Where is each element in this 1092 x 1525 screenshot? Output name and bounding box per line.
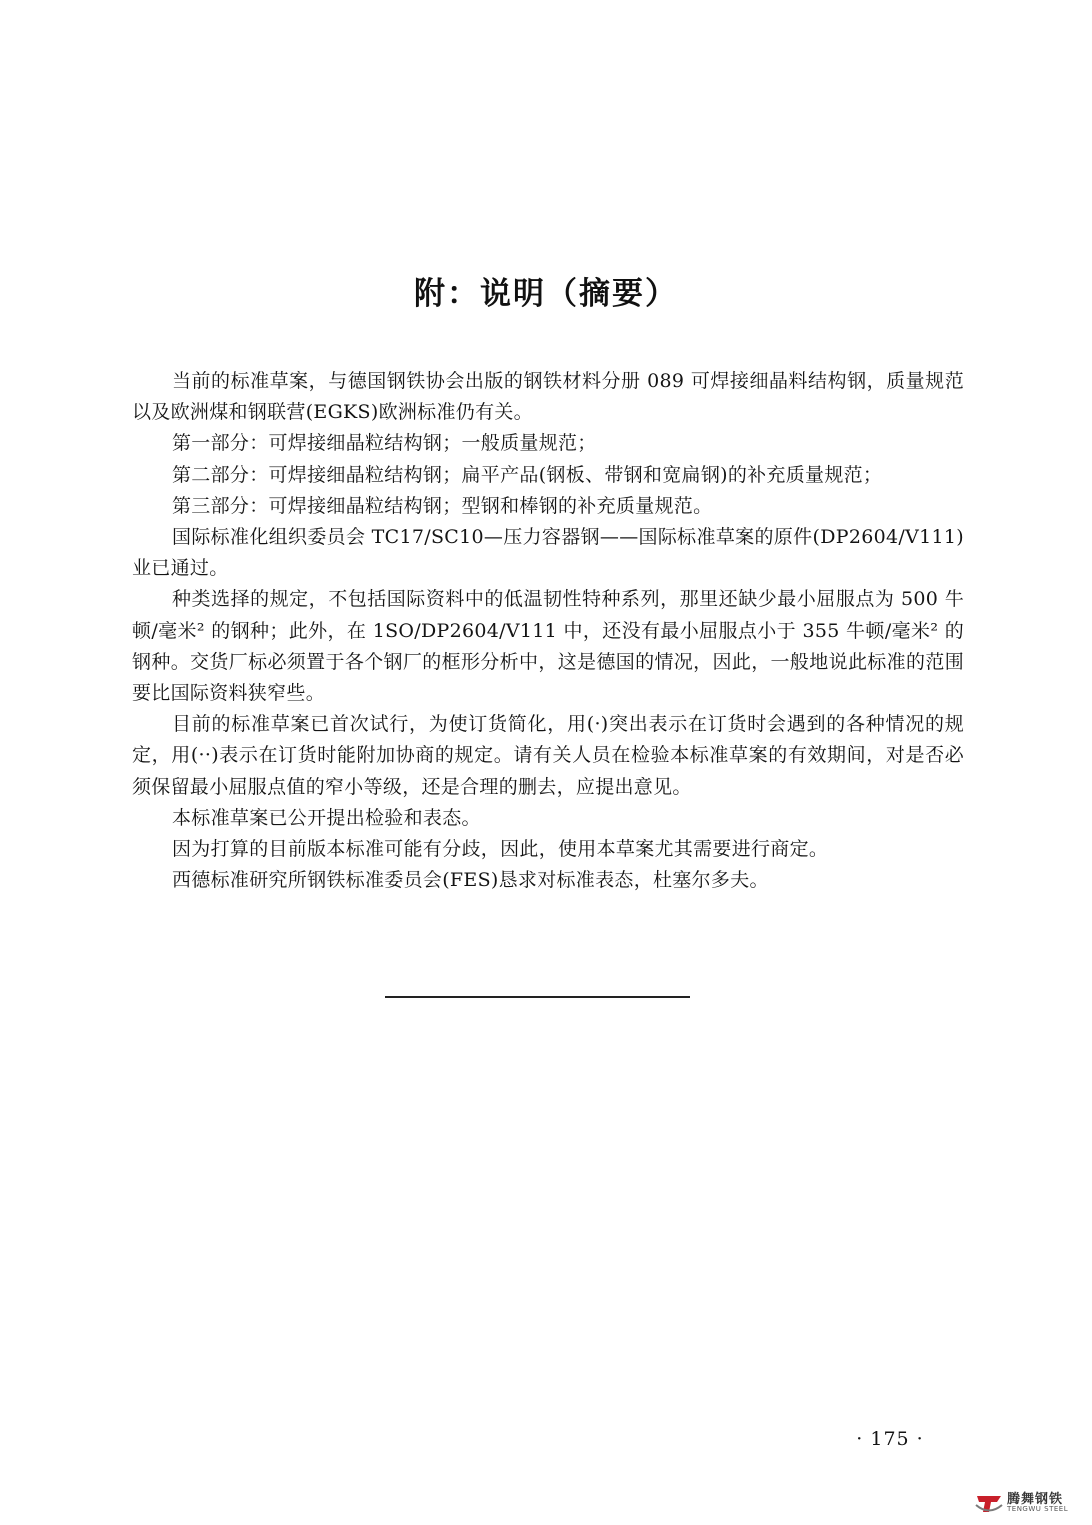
end-divider [385,996,690,998]
page-number: · 175 · [856,1428,924,1450]
paragraph: 第三部分：可焊接细晶粒结构钢；型钢和棒钢的补充质量规范。 [172,494,713,517]
paragraph: 种类选择的规定，不包括国际资料中的低温韧性特种系列，那里还缺少最小屈服点为 500 牛顿/毫米² 的钢种；此外，在 1SO/DP2604/V111 中，还没有最小屈服点小于 355 牛顿/毫米² 的钢种。交货厂标必须置于各个钢厂的框形分析中，这是德国的情况，因此，一般地说此标准的范围要比国际资料狭窄些。 [132,588,964,705]
watermark-name: 腾舞钢铁 [1007,1492,1064,1507]
section-title: 附：说明（摘要） [414,276,678,312]
steel-logo-icon [974,1491,1004,1515]
paragraph: 因为打算的目前版本标准可能有分歧，因此，使用本草案尤其需要进行商定。 [172,838,829,861]
paragraph: 目前的标准草案已首次试行，为使订货简化，用(·)突出表示在订货时会遇到的各种情况的规定，用(··)表示在订货时能附加协商的规定。请有关人员在检验本标准草案的有效期间，对是否必须保留最小屈服点值的窄小等级，还是合理的删去，应提出意见。 [132,713,964,798]
watermark-subtitle: TENGWU STEEL [1007,1505,1069,1513]
body-text [132,366,964,896]
paragraph: 第二部分：可焊接细晶粒结构钢；扁平产品(钢板、带钢和宽扁钢)的补充质量规范； [172,463,883,486]
paragraph: 西德标准研究所钢铁标准委员会(FES)恳求对标准表态，杜塞尔多夫。 [172,869,769,892]
paragraph: 国际标准化组织委员会 TC17/SC10—压力容器钢——国际标准草案的原件(DP2604/V111)业已通过。 [132,526,964,580]
paragraph: 本标准草案已公开提出检验和表态。 [172,806,481,829]
paragraph: 第一部分：可焊接细晶粒结构钢；一般质量规范； [172,432,597,455]
watermark-logo [974,1488,1084,1518]
paragraph: 当前的标准草案，与德国钢铁协会出版的钢铁材料分册 089 可焊接细晶料结构钢，质量规范以及欧洲煤和钢联营(EGKS)欧洲标准仍有关。 [132,370,964,424]
